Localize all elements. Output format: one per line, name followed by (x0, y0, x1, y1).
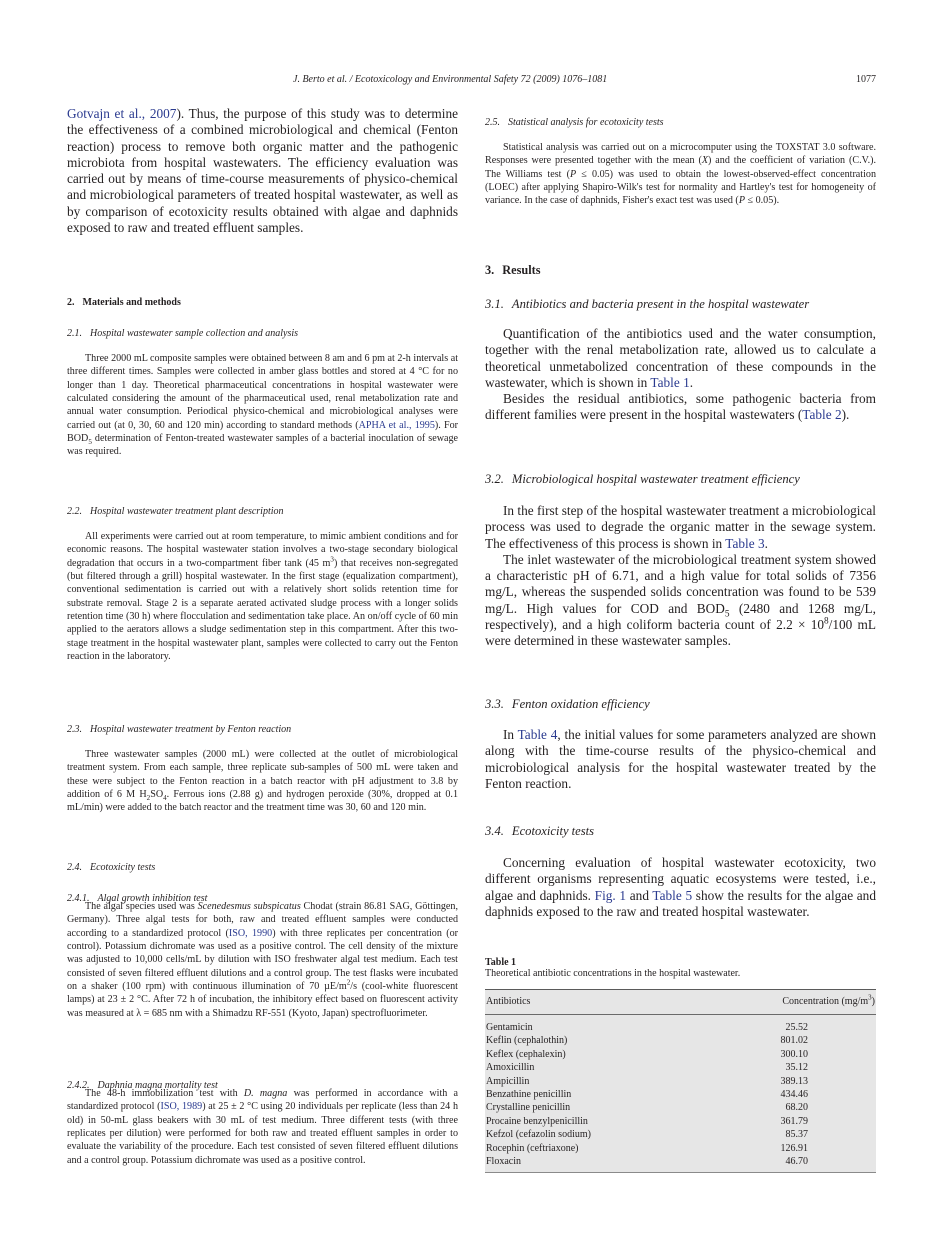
table-link[interactable]: Table 3 (725, 535, 765, 551)
concentration-value: 361.79 (780, 1115, 808, 1127)
concentration-value: 68.20 (785, 1102, 808, 1114)
concentration-value: 35.12 (785, 1062, 808, 1074)
table-link[interactable]: Table 5 (652, 887, 693, 903)
antibiotic-name: Crystalline penicillin (486, 1102, 571, 1114)
antibiotic-name: Keflex (cephalexin) (486, 1048, 566, 1060)
subsection-2-3-body: Three wastewater samples (2000 mL) were collected at the outlet of microbiological treatment system. From each sample, three replicate sub-samples of 500 mL were taken and these were subject to the Fenton reaction in a batch reactor with pH adjustment to 3.8 by addition of 6 M $H_2SO_4$. Ferrous ions (2.88 g) and hydrogen peroxide (30%, dropped at 0.1 mL/min) were added to the batch reactor and the treatment time was 30, 60 and 120 min. (67, 749, 458, 814)
citation-link[interactable]: ISO, 1989 (160, 1101, 203, 1113)
subsection-2-3-heading: 2.3. Hospital wastewater treatment by Fenton reaction (67, 724, 292, 735)
column-header-antibiotics: Antibiotics (486, 996, 531, 1007)
antibiotic-name: Ampicillin (486, 1075, 530, 1087)
journal-citation: J. Berto et al. / Ecotoxicology and Environmental Safety 72 (2009) 1076–1081 (293, 74, 608, 85)
subsection-3-1-body (485, 326, 876, 424)
paragraph: Quantification of the antibiotics used and the water consumption, together with the renal metabolization rate, allowed us to calculate a theoretical unmetabolized concentration of these compounds in the wastewater, which is shown in Table 1. (485, 326, 876, 390)
antibiotic-name: Keflin (cephalothin) (486, 1035, 568, 1047)
table-caption: Theoretical antibiotic concentrations in the hospital wastewater. (485, 968, 741, 979)
concentration-value: 85.37 (785, 1129, 808, 1141)
concentration-value: 46.70 (785, 1155, 808, 1167)
intro-paragraph: Gotvajn et al., 2007). Thus, the purpose of this study was to determine the effectiveness of a combined microbiological and chemical (Fenton reaction) process to remove both organic matter and the pathogenic microbiota from hospital wastewaters. The efficiency evaluation was carried out by means of time-course measurements of physico-chemical and microbiological parameters of treated hospital wastewater, as well as by comparison of ecotoxicity results obtained with algae and daphnids exposed to raw and treated effluent samples. (67, 106, 458, 236)
page-number: 1077 (856, 74, 876, 85)
concentration-value: 434.46 (780, 1088, 808, 1100)
subsection-3-2-body (485, 503, 876, 650)
subsection-2-1-body: Three 2000 mL composite samples were obtained between 8 am and 6 pm at 2-h intervals at three different times. Samples were collected in amber glass bottles and stored at 4 °C for no longer than 1 day. Theoretical pharmaceutical concentrations in hospital wastewater were calculated considering the amount of the pharmaceutical used, renal metabolization rate and annual water consumption. Periodical physico-chemical and microbiological analyses were carried out (at 0, 30, 60 and 120 min) according to standard methods (APHA et al., 1995). For $BOD_5$ determination of Fenton-treated wastewater samples of a bacterial inoculation of sewage was required. (67, 353, 458, 458)
citation-link[interactable]: Gotvajn et al., 2007 (67, 106, 177, 121)
subsection-3-3-heading: 3.3. Fenton oxidation efficiency (485, 697, 650, 711)
table-row (486, 1075, 875, 1088)
antibiotic-name: Amoxicillin (486, 1062, 535, 1074)
antibiotic-name: Floxacin (486, 1155, 521, 1167)
concentration-value: 300.10 (780, 1048, 808, 1060)
citation-link[interactable]: ISO, 1990 (228, 927, 273, 939)
subsection-2-4-heading: 2.4. Ecotoxicity tests (67, 862, 156, 873)
table-row (486, 1115, 875, 1128)
antibiotic-name: Procaine benzylpenicillin (486, 1115, 588, 1127)
concentration-value: 389.13 (780, 1075, 808, 1087)
table-row (486, 1101, 875, 1114)
subsection-2-2-heading: 2.2. Hospital wastewater treatment plant description (67, 506, 284, 517)
table-row (486, 1048, 875, 1061)
subsection-2-4-1-heading: 2.4.1. Algal growth inhibition test (67, 893, 208, 904)
table-row (486, 1088, 875, 1101)
subsection-2-4-2-heading: 2.4.2. Daphnia magna mortality test (67, 1080, 218, 1091)
table-link[interactable]: Table 1 (650, 374, 690, 390)
table-link[interactable]: Table 2 (802, 407, 842, 423)
section-3-heading: 3. Results (485, 263, 541, 277)
antibiotic-name: Kefzol (cefazolin sodium) (486, 1129, 591, 1141)
paragraph: The inlet wastewater of the microbiological treatment system showed a characteristic pH of 6.71, and a high value for total solids of 7356 mg/L, whereas the suspended solids concentration was found to be 539 mg/L. High values for COD and $BOD_5$ (2480 and 1268 mg/L, respectively), and a high coliform bacteria count of $2.2 \times 10^8/100$ mL were determined in these wastewater samples. (485, 551, 876, 649)
section-2-heading: 2. Materials and methods (67, 297, 181, 308)
table-body (485, 1015, 876, 1172)
table-row (486, 1128, 875, 1141)
subsection-2-2-body: All experiments were carried out at room temperature, to mimic ambient conditions and for economic reasons. The hospital wastewater station involves a two-stage secondary biological degradation that occurs in a two-compartment fiber tank (45 $m^3$) that receives non-segregated (but filtered through a grill) hospital wastewater. In the first stage (equalization compartment), conventional sedimentation is carried out with a relatively short solids retention time for substrate removal. Stage 2 is a separate aerated activated sludge process with a longer solids retention time (30 h) where flocculation and sedimentation take place. An on/off cycle of 60 min applied to the aerators allows a sludge sedimentation step in this compartment. After this two-stage treatment in the hospital wastewater plant, samples were collected to carry out the Fenton reaction in the laboratory. (67, 531, 458, 663)
subsection-3-1-heading: 3.1. Antibiotics and bacteria present in the hospital wastewater (485, 297, 810, 311)
table-row (486, 1061, 875, 1074)
citation-link[interactable]: APHA et al., 1995 (358, 419, 435, 431)
table-header-row (485, 990, 876, 1015)
subsection-2-5-heading: 2.5. Statistical analysis for ecotoxicity tests (485, 117, 664, 128)
table-row (486, 1155, 875, 1168)
antibiotic-name: Gentamicin (486, 1022, 533, 1033)
table-1-title-block (485, 957, 876, 979)
subsection-2-5-body: Statistical analysis was carried out on a microcomputer using the TOXSTAT 3.0 software. Responses were presented together with the mean (X) and the coefficient of variation (C.V.). The Williams test (P ≤ 0.05) was used to obtain the lowest-observed-effect concentration (LOEC) after applying Shapiro-Wilk's test for normality and Hartley's test for homogeneity of variance. In the case of daphnids, Fisher's exact test was used (P ≤ 0.05). (485, 142, 877, 207)
concentration-value: 126.91 (780, 1142, 808, 1154)
subsection-3-4-heading: 3.4. Ecotoxicity tests (485, 824, 595, 838)
concentration-value: 25.52 (785, 1022, 808, 1033)
subsection-2-1-heading: 2.1. Hospital wastewater sample collection and analysis (67, 328, 299, 339)
running-head (66, 74, 876, 88)
table-1 (485, 989, 876, 1173)
subsection-2-4-1-body: The algal species used was Scenedesmus subspicatus Chodat (strain 86.81 SAG, Göttingen, Germany). Three algal tests for both, raw and treated effluent samples were conducted according to a standardized protocol (ISO, 1990) with three replicates per concentration (or control). Potassium dichromate was used as a positive control. The cell density of the mixture was adjusted to 10,000 cells/mL by dilution with ISO freshwater algal test medium. Each test consisted of seven filtered effluent dilutions and a control group. The test flasks were incubated on a shaker (100 rpm) with continuous illumination of 70 $\mu E/m^2/s$ (cool-white fluorescent lamps) at 23 ± 2 °C. After 72 h of incubation, the inhibitory effect based on fluorescent activity was measured at λ = 685 nm with a Shimadzu RF-551 (Kyoto, Japan) spectrofluorimeter. (67, 901, 458, 1019)
table-label: Table 1 (485, 957, 517, 968)
antibiotic-name: Rocephin (ceftriaxone) (486, 1142, 579, 1154)
table-row (486, 1142, 875, 1155)
table-row (486, 1021, 875, 1034)
subsection-3-3-body: In Table 4, the initial values for some parameters analyzed are shown along with the time-course results of the physico-chemical and microbiological analysis for the hospital wastewater treated by the Fenton reaction. (485, 727, 876, 791)
column-header-concentration: Concentration $(mg/m^3)$ (782, 993, 875, 1007)
paragraph: In the first step of the hospital wastewater treatment a microbiological process was used to degrade the organic matter in the sewage system. The effectiveness of this process is shown in Table 3. (485, 503, 876, 551)
paragraph: Besides the residual antibiotics, some pathogenic bacteria from different families were present in the hospital wastewaters (Table 2). (485, 391, 876, 423)
subsection-2-4-2-body: The 48-h immobilization test with D. magna was performed in accordance with a standardized protocol (ISO, 1989) at 25 ± 2 °C using 20 individuals per replicate (less than 24 h old) in 50-mL glass beakers with 30 mL of test medium. Three different tests (with three replicates per dilution) were performed for both raw and treated effluent samples in order to evaluate the variability of the procedure. Each test consisted of seven filtered effluent dilutions and a control group. Potassium dichromate was used as a positive control. (67, 1088, 458, 1166)
subsection-3-2-heading: 3.2. Microbiological hospital wastewater treatment efficiency (485, 472, 800, 486)
antibiotic-name: Benzathine penicillin (486, 1088, 572, 1100)
figure-link[interactable]: Fig. 1 (594, 887, 627, 903)
subsection-3-4-body: Concerning evaluation of hospital wastewater ecotoxicity, two different organisms representing aquatic ecosystems were tested, i.e., algae and daphnids. Fig. 1 and Table 5 show the results for the algae and daphnids exposed to the raw and treated hospital wastewater. (485, 855, 876, 919)
concentration-value: 801.02 (780, 1035, 808, 1047)
table-row (486, 1034, 875, 1047)
table-link[interactable]: Table 4 (517, 727, 558, 742)
